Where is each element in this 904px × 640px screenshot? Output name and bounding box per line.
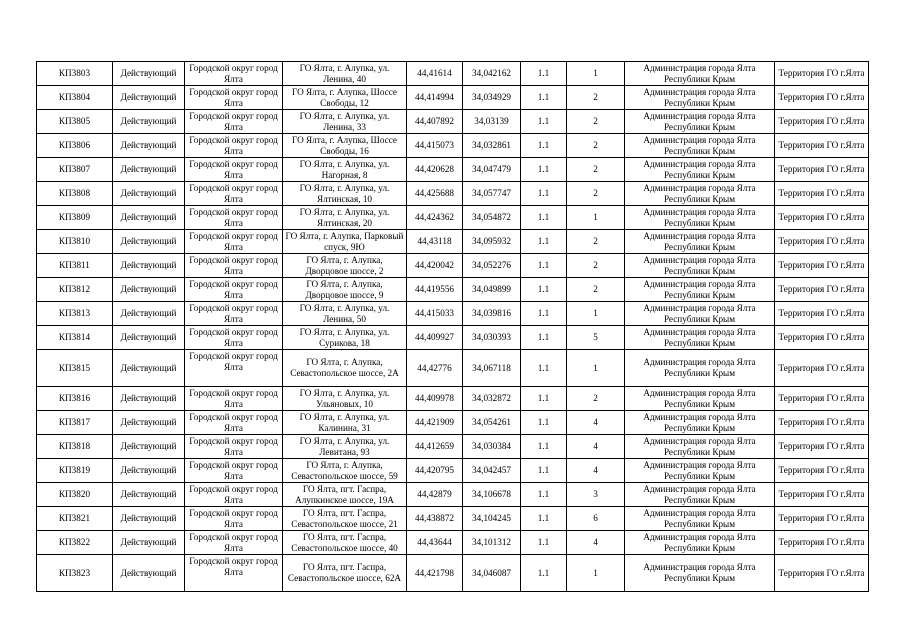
locality-cell: Городской округ город Ялта — [185, 531, 283, 555]
status-cell: Действующий — [113, 254, 185, 278]
table-row — [37, 387, 869, 411]
point-id-cell: КП3803 — [37, 62, 113, 86]
table-row — [37, 182, 869, 206]
point-id-cell: КП3805 — [37, 110, 113, 134]
latitude-cell: 44,43644 — [407, 531, 463, 555]
latitude-cell: 44,42776 — [407, 350, 463, 387]
status-cell: Действующий — [113, 182, 185, 206]
address-cell: ГО Ялта, г. Алупка, Шоссе Свободы, 12 — [283, 86, 407, 110]
territory-cell: Территория ГО г.Ялта — [775, 206, 869, 230]
address-cell: ГО Ялта, г. Алупка, ул. Ленина, 33 — [283, 110, 407, 134]
longitude-cell: 34,057747 — [463, 182, 521, 206]
status-cell: Действующий — [113, 531, 185, 555]
container-count-cell: 4 — [567, 531, 625, 555]
container-count-cell: 2 — [567, 182, 625, 206]
container-count-cell: 3 — [567, 483, 625, 507]
latitude-cell: 44,438872 — [407, 507, 463, 531]
status-cell: Действующий — [113, 230, 185, 254]
locality-cell: Городской округ город Ялта — [185, 182, 283, 206]
longitude-cell: 34,030384 — [463, 435, 521, 459]
table-row — [37, 555, 869, 592]
point-id-cell: КП3811 — [37, 254, 113, 278]
latitude-cell: 44,419556 — [407, 278, 463, 302]
volume-cell: 1.1 — [521, 326, 567, 350]
container-count-cell: 4 — [567, 411, 625, 435]
table-row — [37, 531, 869, 555]
container-count-cell: 1 — [567, 62, 625, 86]
territory-cell: Территория ГО г.Ялта — [775, 86, 869, 110]
owner-cell: Администрация города Ялта Республики Крым — [625, 302, 775, 326]
table-row — [37, 254, 869, 278]
territory-cell: Территория ГО г.Ялта — [775, 110, 869, 134]
container-count-cell: 1 — [567, 302, 625, 326]
volume-cell: 1.1 — [521, 254, 567, 278]
longitude-cell: 34,042457 — [463, 459, 521, 483]
container-count-cell: 2 — [567, 86, 625, 110]
volume-cell: 1.1 — [521, 206, 567, 230]
container-count-cell: 1 — [567, 350, 625, 387]
table-row — [37, 411, 869, 435]
address-cell: ГО Ялта, г. Алупка, Шоссе Свободы, 16 — [283, 134, 407, 158]
owner-cell: Администрация города Ялта Республики Крым — [625, 134, 775, 158]
status-cell: Действующий — [113, 110, 185, 134]
locality-cell: Городской округ город Ялта — [185, 110, 283, 134]
address-cell: ГО Ялта, г. Алупка, ул. Нагорная, 8 — [283, 158, 407, 182]
table-row — [37, 350, 869, 387]
table-row — [37, 110, 869, 134]
territory-cell: Территория ГО г.Ялта — [775, 411, 869, 435]
address-cell: ГО Ялта, г. Алупка, Севастопольское шоссе, 2А — [283, 350, 407, 387]
owner-cell: Администрация города Ялта Республики Крым — [625, 278, 775, 302]
point-id-cell: КП3806 — [37, 134, 113, 158]
volume-cell: 1.1 — [521, 507, 567, 531]
container-count-cell: 1 — [567, 555, 625, 592]
longitude-cell: 34,046087 — [463, 555, 521, 592]
owner-cell: Администрация города Ялта Республики Крым — [625, 483, 775, 507]
volume-cell: 1.1 — [521, 86, 567, 110]
table-row — [37, 158, 869, 182]
table-row — [37, 459, 869, 483]
status-cell: Действующий — [113, 459, 185, 483]
longitude-cell: 34,034929 — [463, 86, 521, 110]
address-cell: ГО Ялта, г. Алупка, ул. Ленина, 50 — [283, 302, 407, 326]
container-count-cell: 4 — [567, 459, 625, 483]
point-id-cell: КП3820 — [37, 483, 113, 507]
status-cell: Действующий — [113, 206, 185, 230]
owner-cell: Администрация города Ялта Республики Крым — [625, 350, 775, 387]
owner-cell: Администрация города Ялта Республики Крым — [625, 411, 775, 435]
address-cell: ГО Ялта, пгт. Гаспра, Алупкинское шоссе, 19А — [283, 483, 407, 507]
table-body — [37, 62, 869, 592]
owner-cell: Администрация города Ялта Республики Крым — [625, 230, 775, 254]
point-id-cell: КП3822 — [37, 531, 113, 555]
locality-cell: Городской округ город Ялта — [185, 62, 283, 86]
locality-cell: Городской округ город Ялта — [185, 350, 283, 387]
locality-cell: Городской округ город Ялта — [185, 555, 283, 592]
volume-cell: 1.1 — [521, 350, 567, 387]
container-count-cell: 2 — [567, 230, 625, 254]
latitude-cell: 44,409927 — [407, 326, 463, 350]
point-id-cell: КП3815 — [37, 350, 113, 387]
owner-cell: Администрация города Ялта Республики Крым — [625, 387, 775, 411]
container-count-cell: 2 — [567, 158, 625, 182]
locality-cell: Городской округ город Ялта — [185, 134, 283, 158]
table-row — [37, 134, 869, 158]
status-cell: Действующий — [113, 483, 185, 507]
territory-cell: Территория ГО г.Ялта — [775, 254, 869, 278]
territory-cell: Территория ГО г.Ялта — [775, 350, 869, 387]
volume-cell: 1.1 — [521, 158, 567, 182]
point-id-cell: КП3821 — [37, 507, 113, 531]
latitude-cell: 44,42879 — [407, 483, 463, 507]
territory-cell: Территория ГО г.Ялта — [775, 302, 869, 326]
territory-cell: Территория ГО г.Ялта — [775, 555, 869, 592]
volume-cell: 1.1 — [521, 134, 567, 158]
locality-cell: Городской округ город Ялта — [185, 326, 283, 350]
point-id-cell: КП3810 — [37, 230, 113, 254]
owner-cell: Администрация города Ялта Республики Крым — [625, 86, 775, 110]
owner-cell: Администрация города Ялта Республики Крым — [625, 459, 775, 483]
address-cell: ГО Ялта, пгт. Гаспра, Севастопольское шоссе, 40 — [283, 531, 407, 555]
owner-cell: Администрация города Ялта Республики Крым — [625, 158, 775, 182]
territory-cell: Территория ГО г.Ялта — [775, 387, 869, 411]
point-id-cell: КП3804 — [37, 86, 113, 110]
latitude-cell: 44,412659 — [407, 435, 463, 459]
volume-cell: 1.1 — [521, 230, 567, 254]
locality-cell: Городской округ город Ялта — [185, 411, 283, 435]
territory-cell: Территория ГО г.Ялта — [775, 230, 869, 254]
locality-cell: Городской округ город Ялта — [185, 278, 283, 302]
address-cell: ГО Ялта, г. Алупка, Севастопольское шоссе, 59 — [283, 459, 407, 483]
container-count-cell: 5 — [567, 326, 625, 350]
container-count-cell: 2 — [567, 387, 625, 411]
container-count-cell: 2 — [567, 278, 625, 302]
container-count-cell: 1 — [567, 206, 625, 230]
latitude-cell: 44,421798 — [407, 555, 463, 592]
table-row — [37, 435, 869, 459]
table-row — [37, 62, 869, 86]
territory-cell: Территория ГО г.Ялта — [775, 158, 869, 182]
address-cell: ГО Ялта, г. Алупка, ул. Ялтинская, 10 — [283, 182, 407, 206]
volume-cell: 1.1 — [521, 278, 567, 302]
owner-cell: Администрация города Ялта Республики Крым — [625, 182, 775, 206]
address-cell: ГО Ялта, г. Алупка, Дворцовое шоссе, 2 — [283, 254, 407, 278]
address-cell: ГО Ялта, пгт. Гаспра, Севастопольское шоссе, 21 — [283, 507, 407, 531]
status-cell: Действующий — [113, 435, 185, 459]
address-cell: ГО Ялта, г. Алупка, ул. Ленина, 40 — [283, 62, 407, 86]
owner-cell: Администрация города Ялта Республики Крым — [625, 507, 775, 531]
point-id-cell: КП3809 — [37, 206, 113, 230]
status-cell: Действующий — [113, 411, 185, 435]
container-count-cell: 6 — [567, 507, 625, 531]
territory-cell: Территория ГО г.Ялта — [775, 483, 869, 507]
locality-cell: Городской округ город Ялта — [185, 230, 283, 254]
longitude-cell: 34,067118 — [463, 350, 521, 387]
latitude-cell: 44,407892 — [407, 110, 463, 134]
territory-cell: Территория ГО г.Ялта — [775, 459, 869, 483]
status-cell: Действующий — [113, 158, 185, 182]
locality-cell: Городской округ город Ялта — [185, 507, 283, 531]
owner-cell: Администрация города Ялта Республики Крым — [625, 206, 775, 230]
table-row — [37, 326, 869, 350]
address-cell: ГО Ялта, пгт. Гаспра, Севастопольское шоссе, 62А — [283, 555, 407, 592]
longitude-cell: 34,054872 — [463, 206, 521, 230]
longitude-cell: 34,106678 — [463, 483, 521, 507]
territory-cell: Территория ГО г.Ялта — [775, 531, 869, 555]
territory-cell: Территория ГО г.Ялта — [775, 62, 869, 86]
status-cell: Действующий — [113, 387, 185, 411]
container-count-cell: 4 — [567, 435, 625, 459]
owner-cell: Администрация города Ялта Республики Крым — [625, 254, 775, 278]
territory-cell: Территория ГО г.Ялта — [775, 326, 869, 350]
volume-cell: 1.1 — [521, 110, 567, 134]
table-row — [37, 86, 869, 110]
latitude-cell: 44,41614 — [407, 62, 463, 86]
point-id-cell: КП3823 — [37, 555, 113, 592]
status-cell: Действующий — [113, 62, 185, 86]
owner-cell: Администрация города Ялта Республики Крым — [625, 555, 775, 592]
territory-cell: Территория ГО г.Ялта — [775, 134, 869, 158]
locality-cell: Городской округ город Ялта — [185, 254, 283, 278]
longitude-cell: 34,101312 — [463, 531, 521, 555]
table-row — [37, 206, 869, 230]
territory-cell: Территория ГО г.Ялта — [775, 507, 869, 531]
status-cell: Действующий — [113, 326, 185, 350]
point-id-cell: КП3807 — [37, 158, 113, 182]
locality-cell: Городской округ город Ялта — [185, 206, 283, 230]
territory-cell: Территория ГО г.Ялта — [775, 278, 869, 302]
territory-cell: Территория ГО г.Ялта — [775, 435, 869, 459]
owner-cell: Администрация города Ялта Республики Крым — [625, 326, 775, 350]
status-cell: Действующий — [113, 302, 185, 326]
latitude-cell: 44,409978 — [407, 387, 463, 411]
longitude-cell: 34,047479 — [463, 158, 521, 182]
address-cell: ГО Ялта, г. Алупка, ул. Ялтинская, 20 — [283, 206, 407, 230]
volume-cell: 1.1 — [521, 435, 567, 459]
locality-cell: Городской округ город Ялта — [185, 387, 283, 411]
table-row — [37, 302, 869, 326]
status-cell: Действующий — [113, 278, 185, 302]
volume-cell: 1.1 — [521, 531, 567, 555]
table-row — [37, 507, 869, 531]
latitude-cell: 44,425688 — [407, 182, 463, 206]
latitude-cell: 44,421909 — [407, 411, 463, 435]
point-id-cell: КП3817 — [37, 411, 113, 435]
point-id-cell: КП3818 — [37, 435, 113, 459]
volume-cell: 1.1 — [521, 459, 567, 483]
longitude-cell: 34,054261 — [463, 411, 521, 435]
locality-cell: Городской округ город Ялта — [185, 459, 283, 483]
container-count-cell: 2 — [567, 254, 625, 278]
address-cell: ГО Ялта, г. Алупка, Дворцовое шоссе, 9 — [283, 278, 407, 302]
point-id-cell: КП3812 — [37, 278, 113, 302]
address-cell: ГО Ялта, г. Алупка, Парковый спуск, 9Ю — [283, 230, 407, 254]
container-count-cell: 2 — [567, 110, 625, 134]
status-cell: Действующий — [113, 507, 185, 531]
volume-cell: 1.1 — [521, 555, 567, 592]
point-id-cell: КП3819 — [37, 459, 113, 483]
locality-cell: Городской округ город Ялта — [185, 302, 283, 326]
longitude-cell: 34,052276 — [463, 254, 521, 278]
longitude-cell: 34,030393 — [463, 326, 521, 350]
volume-cell: 1.1 — [521, 62, 567, 86]
point-id-cell: КП3813 — [37, 302, 113, 326]
longitude-cell: 34,095932 — [463, 230, 521, 254]
owner-cell: Администрация города Ялта Республики Крым — [625, 435, 775, 459]
locality-cell: Городской округ город Ялта — [185, 158, 283, 182]
latitude-cell: 44,43118 — [407, 230, 463, 254]
point-id-cell: КП3808 — [37, 182, 113, 206]
volume-cell: 1.1 — [521, 302, 567, 326]
latitude-cell: 44,420795 — [407, 459, 463, 483]
address-cell: ГО Ялта, г. Алупка, ул. Сурикова, 18 — [283, 326, 407, 350]
longitude-cell: 34,032861 — [463, 134, 521, 158]
address-cell: ГО Ялта, г. Алупка, ул. Левитана, 93 — [283, 435, 407, 459]
volume-cell: 1.1 — [521, 411, 567, 435]
table-row — [37, 230, 869, 254]
longitude-cell: 34,039816 — [463, 302, 521, 326]
status-cell: Действующий — [113, 134, 185, 158]
owner-cell: Администрация города Ялта Республики Крым — [625, 110, 775, 134]
volume-cell: 1.1 — [521, 182, 567, 206]
latitude-cell: 44,420042 — [407, 254, 463, 278]
latitude-cell: 44,424362 — [407, 206, 463, 230]
address-cell: ГО Ялта, г. Алупка, ул. Калинина, 31 — [283, 411, 407, 435]
latitude-cell: 44,415033 — [407, 302, 463, 326]
volume-cell: 1.1 — [521, 387, 567, 411]
locality-cell: Городской округ город Ялта — [185, 435, 283, 459]
owner-cell: Администрация города Ялта Республики Крым — [625, 62, 775, 86]
status-cell: Действующий — [113, 350, 185, 387]
volume-cell: 1.1 — [521, 483, 567, 507]
latitude-cell: 44,415073 — [407, 134, 463, 158]
point-id-cell: КП3814 — [37, 326, 113, 350]
collection-points-table — [36, 61, 869, 592]
container-count-cell: 2 — [567, 134, 625, 158]
table-row — [37, 483, 869, 507]
point-id-cell: КП3816 — [37, 387, 113, 411]
latitude-cell: 44,414994 — [407, 86, 463, 110]
status-cell: Действующий — [113, 555, 185, 592]
address-cell: ГО Ялта, г. Алупка, ул. Ульяновых, 10 — [283, 387, 407, 411]
table-row — [37, 278, 869, 302]
longitude-cell: 34,032872 — [463, 387, 521, 411]
longitude-cell: 34,104245 — [463, 507, 521, 531]
latitude-cell: 44,420628 — [407, 158, 463, 182]
territory-cell: Территория ГО г.Ялта — [775, 182, 869, 206]
longitude-cell: 34,03139 — [463, 110, 521, 134]
locality-cell: Городской округ город Ялта — [185, 483, 283, 507]
status-cell: Действующий — [113, 86, 185, 110]
owner-cell: Администрация города Ялта Республики Крым — [625, 531, 775, 555]
locality-cell: Городской округ город Ялта — [185, 86, 283, 110]
longitude-cell: 34,042162 — [463, 62, 521, 86]
longitude-cell: 34,049899 — [463, 278, 521, 302]
